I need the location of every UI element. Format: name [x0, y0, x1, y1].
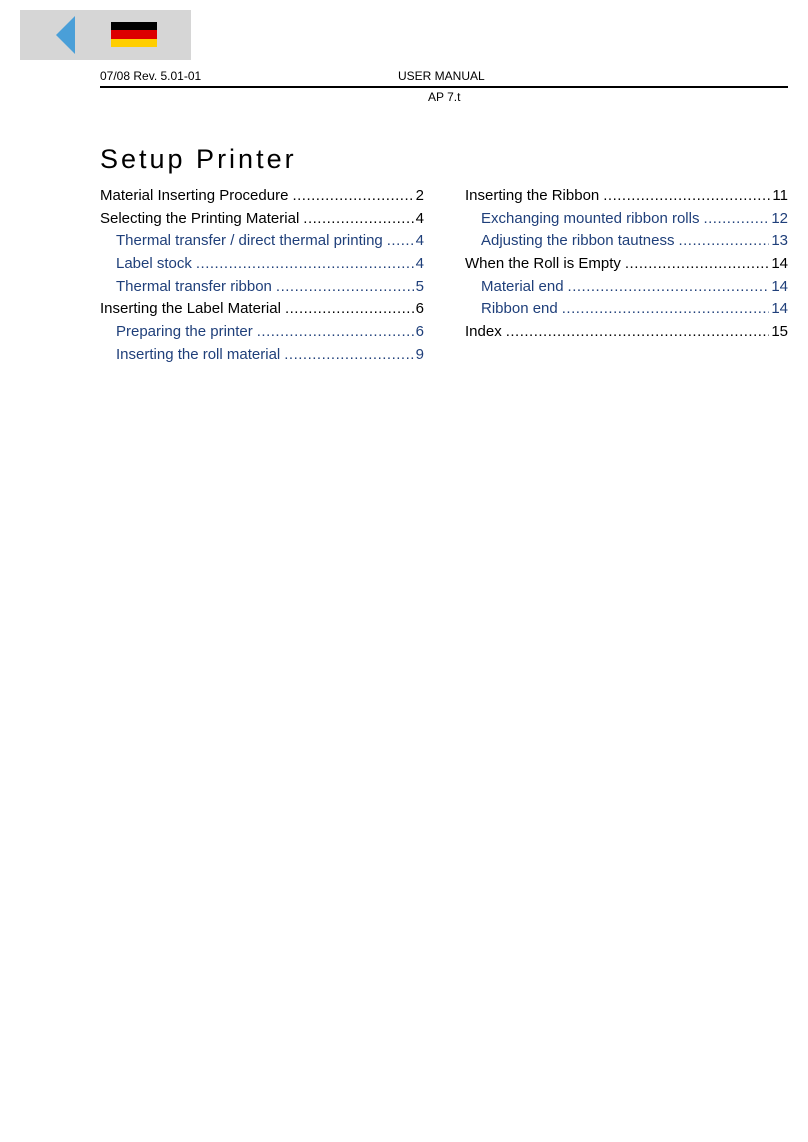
navigation-bar [20, 10, 191, 60]
toc-entry-label: Preparing the printer [116, 323, 253, 341]
toc-leader-dots [196, 253, 414, 276]
toc-entry-label: Exchanging mounted ribbon rolls [481, 209, 700, 227]
toc-entry[interactable] [465, 208, 788, 231]
toc-entry-label: Material end [481, 277, 564, 295]
toc-entry-page: 6 [415, 323, 424, 341]
toc-entry[interactable] [100, 253, 424, 276]
toc-leader-dots [257, 321, 414, 344]
toc-leader-dots [625, 253, 769, 276]
german-flag-icon[interactable] [111, 22, 157, 47]
toc-entry-label: Material Inserting Procedure [100, 187, 289, 204]
toc-entry[interactable] [100, 321, 424, 344]
toc-entry-page: 6 [415, 300, 424, 318]
header-divider [100, 86, 788, 88]
toc-entry-label: Adjusting the ribbon tautness [481, 232, 675, 250]
toc-entry-label: Selecting the Printing Material [100, 209, 300, 227]
toc-entry-page: 2 [415, 187, 424, 204]
page-title: Setup Printer [100, 144, 297, 174]
header-model: AP 7.t [428, 90, 461, 104]
flag-stripe-black [111, 22, 157, 30]
toc-leader-dots [603, 185, 770, 208]
toc-right-column [465, 185, 788, 344]
header-manual-title: USER MANUAL [398, 69, 485, 83]
toc-entry[interactable] [100, 230, 424, 253]
toc-entry-page: 5 [415, 277, 424, 295]
toc-entry-page: 12 [771, 209, 788, 227]
toc-entry-label: Index [465, 323, 502, 341]
toc-leader-dots [562, 298, 770, 321]
toc-left-column [100, 185, 424, 367]
toc-entry[interactable] [465, 321, 788, 344]
toc-entry[interactable] [100, 298, 424, 321]
toc-entry-page: 14 [771, 255, 788, 273]
toc-entry-label: Inserting the roll material [116, 345, 281, 363]
toc-entry[interactable] [465, 276, 788, 299]
toc-entry-page: 15 [771, 323, 788, 341]
toc-entry-page: 14 [771, 277, 788, 295]
toc-entry-page: 9 [415, 345, 424, 363]
toc-entry-label: Thermal transfer ribbon [116, 277, 272, 295]
header-revision: 07/08 Rev. 5.01-01 [100, 69, 202, 83]
flag-stripe-red [111, 30, 157, 38]
toc-leader-dots [303, 208, 413, 231]
toc-entry[interactable] [100, 185, 424, 208]
toc-leader-dots [568, 276, 770, 299]
flag-stripe-gold [111, 39, 157, 47]
toc-entry[interactable] [465, 253, 788, 276]
toc-entry-page: 14 [771, 300, 788, 318]
toc-entry-label: Inserting the Label Material [100, 300, 281, 318]
toc-entry-label: Inserting the Ribbon [465, 187, 600, 204]
toc-entry[interactable] [100, 276, 424, 299]
toc-leader-dots [285, 298, 414, 321]
toc-entry[interactable] [100, 208, 424, 231]
toc-entry-label: Label stock [116, 255, 192, 273]
toc-leader-dots [506, 321, 770, 344]
toc-leader-dots [703, 208, 769, 231]
toc-leader-dots [678, 230, 769, 253]
toc-entry-label: Ribbon end [481, 300, 558, 318]
toc-leader-dots [387, 230, 414, 253]
toc-entry-page: 4 [415, 209, 424, 227]
toc-entry[interactable] [465, 185, 788, 208]
toc-entry-label: When the Roll is Empty [465, 255, 621, 273]
toc-entry-page: 4 [415, 255, 424, 273]
toc-entry-label: Thermal transfer / direct thermal printing [116, 232, 383, 250]
back-arrow-icon[interactable] [56, 16, 75, 54]
toc-leader-dots [292, 185, 413, 208]
toc-entry-page: 11 [772, 187, 788, 204]
toc-entry[interactable] [465, 230, 788, 253]
toc-entry[interactable] [465, 298, 788, 321]
toc-entry[interactable] [100, 344, 424, 367]
toc-leader-dots [284, 344, 413, 367]
toc-entry-page: 4 [415, 232, 424, 250]
toc-leader-dots [276, 276, 414, 299]
toc-entry-page: 13 [771, 232, 788, 250]
